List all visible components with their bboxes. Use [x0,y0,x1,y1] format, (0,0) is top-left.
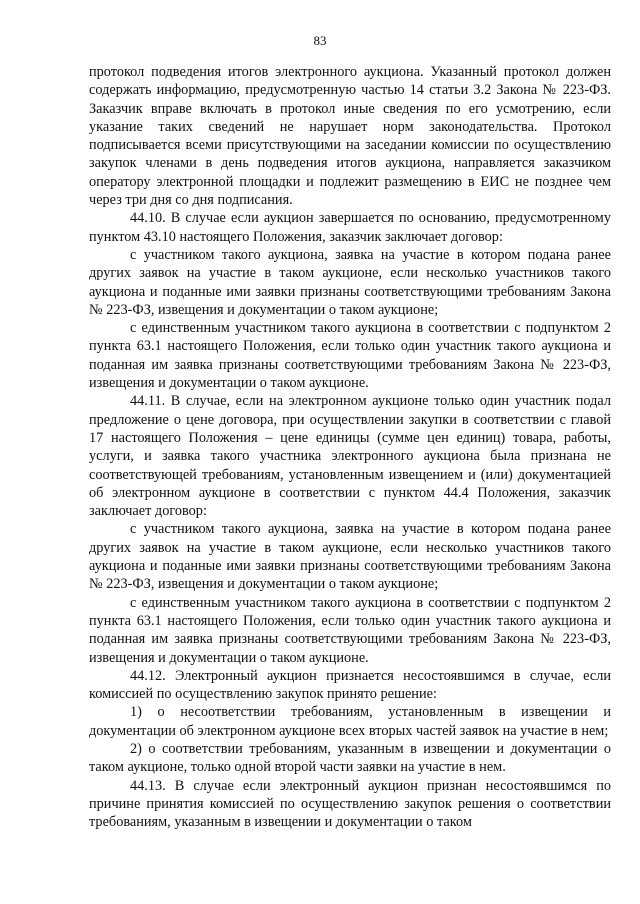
paragraph: с участником такого аукциона, заявка на участие в котором подана ранее других заявок на участие в таком аукционе, если несколько участников такого аукциона и поданные ими заявки признаны соответствующими требованиям Закона № 223-ФЗ, извещения и документации о таком аукционе; [89,246,611,318]
paragraph: с участником такого аукциона, заявка на участие в котором подана ранее других заявок на участие в таком аукционе, если несколько участников такого аукциона и поданные ими заявки признаны соответствующими требованиям Закона № 223-ФЗ, извещения и документации о таком аукционе; [89,521,611,593]
paragraph: с единственным участником такого аукциона в соответствии с подпунктом 2 пункта 63.1 настоящего Положения, если только один участник такого аукциона и поданная им заявка признаны соответствующими требованиям Закона № 223-ФЗ, извещения и документации о таком аукционе. [89,320,611,392]
paragraph: 44.13. В случае если электронный аукцион признан несостоявшимся по причине принятия комиссией по осуществлению закупок решения о соответствии требованиям, указанным в извещении и документации о таком [89,777,611,831]
page-number: 83 [313,33,327,48]
paragraph: 2) о соответствии требованиям, указанным в извещении и документации о таком аукционе, только одной второй части заявки на участие в нем. [89,740,611,776]
paragraph: 44.12. Электронный аукцион признается несостоявшимся в случае, если комиссией по осуществлению закупок принято решение: [89,667,611,703]
paragraph: протокол подведения итогов электронного аукциона. Указанный протокол должен содержать информацию, предусмотренную частью 14 статьи 3.2 Закона № 223-ФЗ. Заказчик вправе включать в протокол иные сведения по его усмотрению, если указание таких сведений не нарушает норм законодательства. Протокол подписывается всеми присутствующими на заседании комиссии по осуществлению закупок членами в день подведения итогов аукциона, направляется заказчиком оператору электронной площадки и подлежит размещению в ЕИС не позднее чем через три дня со дня подписания. [89,64,611,209]
paragraph: с единственным участником такого аукциона в соответствии с подпунктом 2 пункта 63.1 настоящего Положения, если только один участник такого аукциона и поданная им заявка признаны соответствующими требованиям Закона № 223-ФЗ, извещения и документации о таком аукционе. [89,594,611,666]
paragraph: 44.11. В случае, если на электронном аукционе только один участник подал предложение о цене договора, при осуществлении закупки в соответствии с главой 17 настоящего Положения – цене единицы (сумме цен единиц) товара, работы, услуги, и заявка такого участника электронного аукциона была признана не соответствующей требованиям, установленным извещением и (или) документацией об электронном аукционе в соответствии с пунктом 44.4 Положения, заказчик заключает договор: [89,393,611,520]
document-body [89,63,611,831]
paragraph: 44.10. В случае если аукцион завершается по основанию, предусмотренному пунктом 43.10 настоящего Положения, заказчик заключает договор: [89,210,611,245]
paragraph: 1) о несоответствии требованиям, установленным в извещении и документации об электронном аукционе всех вторых частей заявок на участие в нем; [89,704,611,739]
